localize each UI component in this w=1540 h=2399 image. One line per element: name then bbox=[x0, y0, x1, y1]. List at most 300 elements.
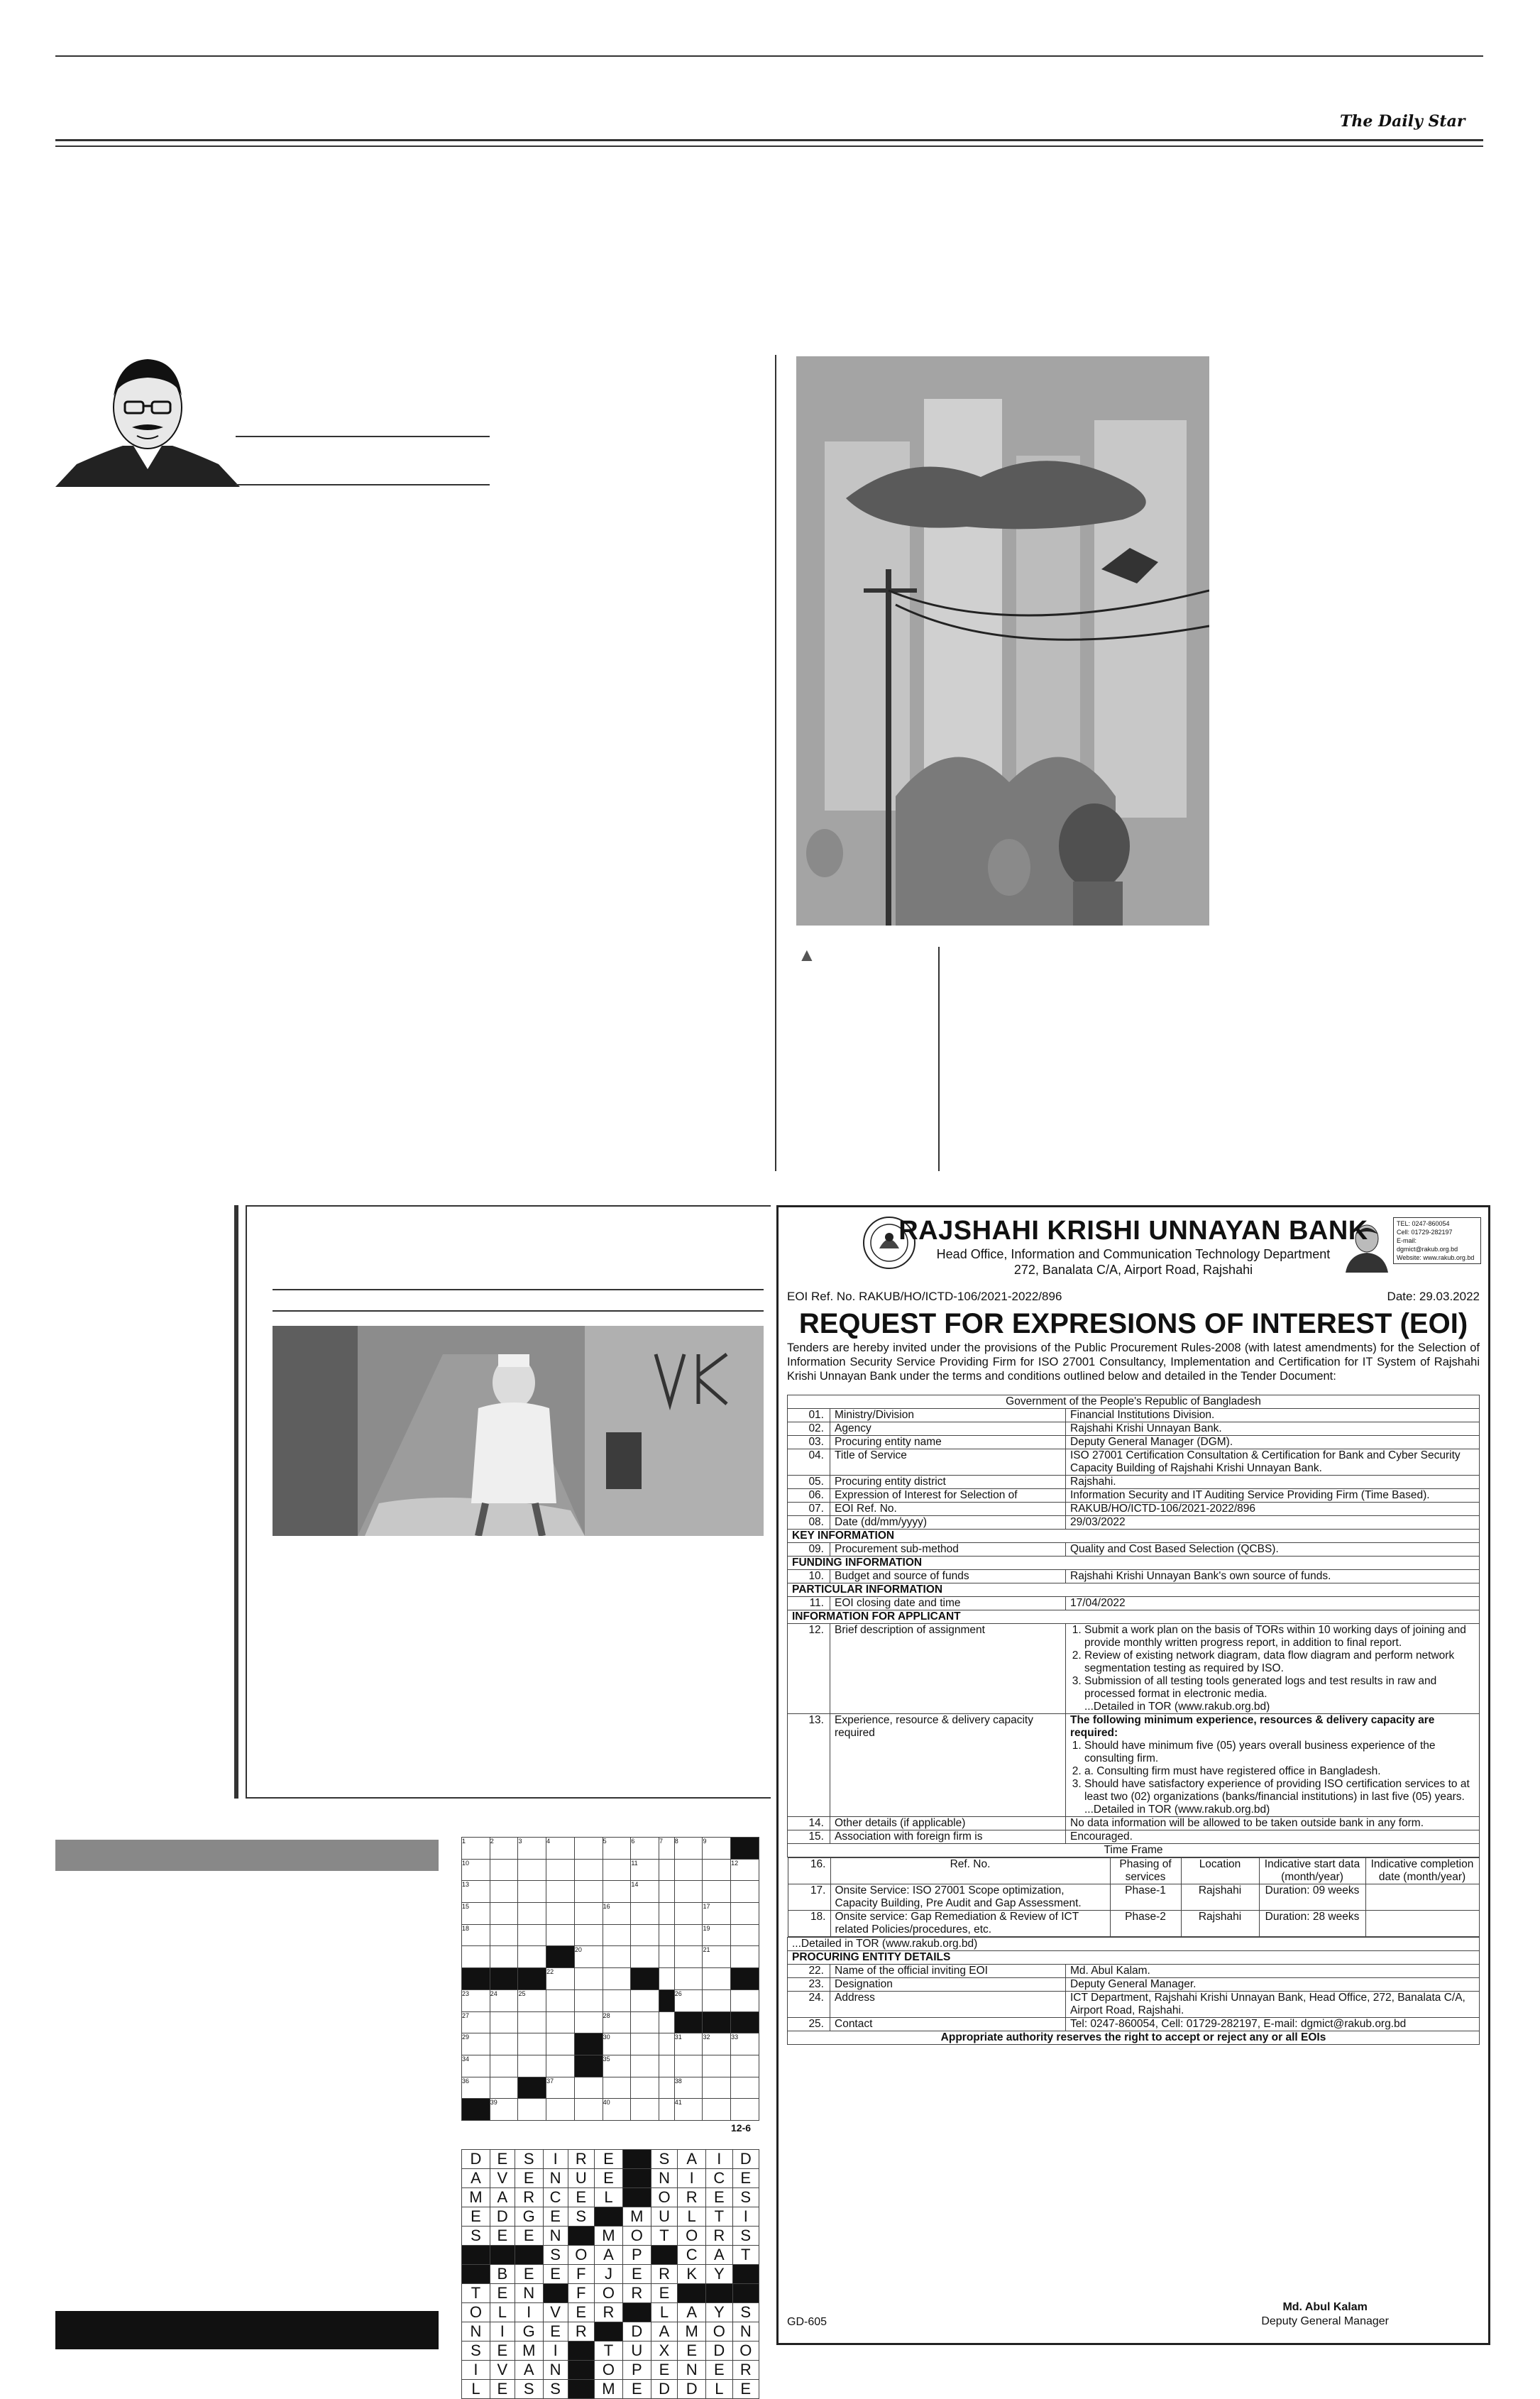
table-row bbox=[788, 1978, 1480, 1992]
crossword-cell: 3 bbox=[518, 1838, 546, 1860]
crossword-row bbox=[462, 2033, 759, 2055]
crossword-cell: 34 bbox=[462, 2055, 490, 2077]
solution-cell: E bbox=[515, 2227, 543, 2246]
section-key-information: KEY INFORMATION bbox=[788, 1530, 1480, 1543]
solution-cell: L bbox=[490, 2303, 515, 2322]
crossword-cell bbox=[659, 2033, 675, 2055]
solution-cell: P bbox=[622, 2246, 651, 2265]
box-photo-rule bbox=[273, 1310, 764, 1312]
crossword-cell: 23 bbox=[462, 1989, 490, 2011]
solution-cell: N bbox=[732, 2322, 759, 2342]
row-value: Md. Abul Kalam. bbox=[1066, 1965, 1480, 1978]
solution-cell: Y bbox=[706, 2303, 732, 2322]
table-row bbox=[788, 1436, 1480, 1449]
solution-cell: S bbox=[732, 2227, 759, 2246]
solution-cell: E bbox=[622, 2380, 651, 2399]
crossword-cell bbox=[546, 1989, 575, 2011]
solution-cell: O bbox=[678, 2227, 706, 2246]
table-row bbox=[788, 1543, 1480, 1557]
row-label: Experience, resource & delivery capacity required bbox=[830, 1714, 1066, 1817]
crossword-cell bbox=[574, 2077, 603, 2099]
table-row bbox=[788, 1817, 1480, 1830]
table-row bbox=[788, 1570, 1480, 1583]
solution-cell: E bbox=[594, 2150, 622, 2169]
footer-black-bar bbox=[55, 2311, 439, 2349]
solution-cell: P bbox=[622, 2361, 651, 2380]
crossword-cell bbox=[574, 1859, 603, 1881]
row-value: Information Security and IT Auditing Service Providing Firm (Time Based). bbox=[1066, 1489, 1480, 1503]
crossword-cell: 15 bbox=[462, 1903, 490, 1925]
solution-row bbox=[462, 2188, 759, 2207]
crossword-row bbox=[462, 2099, 759, 2121]
crossword-cell bbox=[603, 1924, 631, 1946]
solution-cell bbox=[732, 2265, 759, 2284]
signatory-title: Deputy General Manager bbox=[1261, 2315, 1389, 2327]
box-top-border bbox=[246, 1205, 771, 1207]
crossword-row bbox=[462, 1989, 759, 2011]
crossword-cell bbox=[546, 1946, 575, 1968]
list-item: 1. Submit a work plan on the basis of TORs within 10 working days of joining and provide monthly written progress report, in addition to final report. bbox=[1084, 1624, 1475, 1649]
col-start: Indicative start data (month/year) bbox=[1259, 1858, 1365, 1884]
solution-cell: O bbox=[568, 2246, 594, 2265]
solution-cell bbox=[622, 2150, 651, 2169]
solution-cell: N bbox=[543, 2169, 568, 2188]
solution-cell: T bbox=[651, 2227, 677, 2246]
solution-cell: S bbox=[732, 2303, 759, 2322]
tor-note: ...Detailed in TOR (www.rakub.org.bd) bbox=[1084, 1701, 1270, 1713]
solution-cell: R bbox=[594, 2303, 622, 2322]
crossword-cell bbox=[659, 1989, 675, 2011]
row-value bbox=[1066, 1624, 1480, 1714]
row-label: Association with foreign firm is bbox=[830, 1830, 1066, 1844]
list-item: 2. Review of existing network diagram, data flow diagram and perform network segmentation testing as required by ISO. bbox=[1084, 1649, 1475, 1675]
crossword-cell bbox=[674, 1859, 703, 1881]
solution-cell: V bbox=[490, 2169, 515, 2188]
table-row bbox=[788, 1503, 1480, 1516]
solution-cell: E bbox=[543, 2265, 568, 2284]
crossword-cell: 32 bbox=[703, 2033, 731, 2055]
crossword-cell bbox=[659, 2099, 675, 2121]
row-label: Title of Service bbox=[830, 1449, 1066, 1476]
solution-cell: F bbox=[568, 2265, 594, 2284]
crossword-cell bbox=[703, 2055, 731, 2077]
crossword-cell bbox=[518, 1946, 546, 1968]
crossword-cell: 22 bbox=[546, 1968, 575, 1990]
solution-cell bbox=[490, 2246, 515, 2265]
solution-cell bbox=[594, 2322, 622, 2342]
row-value: 29/03/2022 bbox=[1066, 1516, 1480, 1530]
row-number: 11. bbox=[788, 1597, 830, 1610]
crossword-cell bbox=[631, 2099, 659, 2121]
solution-cell: R bbox=[568, 2322, 594, 2342]
solution-cell: D bbox=[490, 2207, 515, 2227]
solution-cell: D bbox=[678, 2380, 706, 2399]
crossword-cell bbox=[574, 1989, 603, 2011]
solution-cell: S bbox=[515, 2380, 543, 2399]
crossword-row bbox=[462, 1859, 759, 1881]
columnist-portrait bbox=[55, 345, 240, 487]
eoi-title: REQUEST FOR EXPRESIONS OF INTEREST (EOI) bbox=[798, 1308, 1468, 1339]
gd-code: GD-605 bbox=[787, 2316, 827, 2328]
crossword-cell bbox=[674, 2011, 703, 2033]
time-frame-header bbox=[788, 1858, 1479, 1884]
solution-row bbox=[462, 2169, 759, 2188]
crossword-cell bbox=[574, 1903, 603, 1925]
row-value: Rajshahi Krishi Unnayan Bank. bbox=[1066, 1422, 1480, 1436]
row-label: EOI Ref. No. bbox=[830, 1503, 1066, 1516]
solution-cell: N bbox=[515, 2284, 543, 2303]
requirements-lead: The following minimum experience, resources & delivery capacity are required: bbox=[1070, 1714, 1435, 1739]
solution-cell bbox=[651, 2246, 677, 2265]
solution-row bbox=[462, 2380, 759, 2399]
solution-cell: V bbox=[490, 2361, 515, 2380]
crossword-cell bbox=[490, 1924, 518, 1946]
time-frame-table bbox=[788, 1857, 1480, 1937]
crossword-cell bbox=[703, 1989, 731, 2011]
crossword-cell bbox=[518, 1968, 546, 1990]
table-row bbox=[788, 1489, 1480, 1503]
row-value: 17/04/2022 bbox=[1066, 1597, 1480, 1610]
crossword-row bbox=[462, 2055, 759, 2077]
time-frame-row bbox=[788, 1911, 1479, 1937]
crossword-row bbox=[462, 1924, 759, 1946]
row-label: Name of the official inviting EOI bbox=[830, 1965, 1066, 1978]
solution-cell: S bbox=[543, 2246, 568, 2265]
solution-cell: E bbox=[490, 2284, 515, 2303]
solution-cell: T bbox=[706, 2207, 732, 2227]
crossword-cell bbox=[659, 2011, 675, 2033]
solution-cell: D bbox=[622, 2322, 651, 2342]
crossword-cell: 26 bbox=[674, 1989, 703, 2011]
crossword-cell bbox=[546, 1924, 575, 1946]
crossword-cell: 33 bbox=[731, 2033, 759, 2055]
solution-cell: S bbox=[462, 2227, 490, 2246]
crossword-cell bbox=[546, 1903, 575, 1925]
solution-cell: D bbox=[651, 2380, 677, 2399]
row-number: 15. bbox=[788, 1830, 830, 1844]
table-row bbox=[788, 1422, 1480, 1436]
solution-cell: L bbox=[594, 2188, 622, 2207]
top-rule bbox=[55, 55, 1483, 57]
caption-divider bbox=[938, 947, 940, 1171]
crossword-cell bbox=[490, 1881, 518, 1903]
row-label: Procurement sub-method bbox=[830, 1543, 1066, 1557]
table-row bbox=[788, 1624, 1480, 1714]
crossword-row bbox=[462, 1881, 759, 1903]
solution-cell: A bbox=[515, 2361, 543, 2380]
solution-row bbox=[462, 2207, 759, 2227]
row-number: 16. bbox=[788, 1858, 830, 1884]
solution-row bbox=[462, 2150, 759, 2169]
solution-cell: A bbox=[678, 2303, 706, 2322]
crossword-cell bbox=[703, 2011, 731, 2033]
table-row bbox=[788, 1965, 1480, 1978]
illustration-caption-marker: ▲ bbox=[798, 944, 816, 965]
solution-cell: D bbox=[706, 2342, 732, 2361]
row-label: Other details (if applicable) bbox=[830, 1817, 1066, 1830]
solution-cell: E bbox=[568, 2188, 594, 2207]
row-number: 01. bbox=[788, 1409, 830, 1422]
solution-cell: M bbox=[594, 2227, 622, 2246]
crossword-cell bbox=[731, 2055, 759, 2077]
crossword-cell bbox=[490, 2055, 518, 2077]
row-label: Agency bbox=[830, 1422, 1066, 1436]
crossword-cell bbox=[703, 2099, 731, 2121]
solution-row bbox=[462, 2227, 759, 2246]
crossword-cell bbox=[674, 1924, 703, 1946]
eoi-date: Date: 29.03.2022 bbox=[1387, 1290, 1480, 1303]
solution-cell: E bbox=[651, 2284, 677, 2303]
solution-cell: M bbox=[594, 2380, 622, 2399]
col-phasing: Phase-1 bbox=[1110, 1884, 1181, 1911]
solution-cell: N bbox=[543, 2227, 568, 2246]
solution-cell: I bbox=[706, 2150, 732, 2169]
solution-cell: A bbox=[490, 2188, 515, 2207]
solution-cell: I bbox=[462, 2361, 490, 2380]
solution-cell bbox=[622, 2188, 651, 2207]
crossword-cell bbox=[546, 1881, 575, 1903]
crossword-cell bbox=[546, 2033, 575, 2055]
crossword-cell bbox=[731, 2077, 759, 2099]
solution-row bbox=[462, 2284, 759, 2303]
crossword-cell bbox=[574, 2033, 603, 2055]
crossword-cell: 29 bbox=[462, 2033, 490, 2055]
crossword-cell: 12 bbox=[731, 1859, 759, 1881]
solution-cell: G bbox=[515, 2322, 543, 2342]
solution-cell: O bbox=[622, 2227, 651, 2246]
crossword-cell bbox=[518, 2077, 546, 2099]
col-location: Rajshahi bbox=[1181, 1884, 1259, 1911]
row-number: 02. bbox=[788, 1422, 830, 1436]
solution-cell: E bbox=[594, 2169, 622, 2188]
col-ref: Onsite service: Gap Remediation & Review of ICT related Policies/procedures, etc. bbox=[830, 1911, 1110, 1937]
crossword-cell bbox=[490, 1968, 518, 1990]
list-item: 1. Should have minimum five (05) years overall business experience of the consulting firm. bbox=[1084, 1740, 1475, 1765]
crossword-cell bbox=[631, 1989, 659, 2011]
crossword-cell bbox=[518, 2011, 546, 2033]
crossword-cell bbox=[603, 1859, 631, 1881]
col-start: Duration: 09 weeks bbox=[1259, 1884, 1365, 1911]
crossword-cell bbox=[703, 1859, 731, 1881]
row-number: 18. bbox=[788, 1911, 830, 1937]
solution-cell bbox=[543, 2284, 568, 2303]
row-number: 04. bbox=[788, 1449, 830, 1476]
solution-cell: E bbox=[732, 2380, 759, 2399]
crossword-cell bbox=[703, 2077, 731, 2099]
solution-cell: N bbox=[651, 2169, 677, 2188]
crossword-cell bbox=[490, 2033, 518, 2055]
col-ref: Ref. No. bbox=[830, 1858, 1110, 1884]
crossword-cell: 40 bbox=[603, 2099, 631, 2121]
crossword-cell bbox=[631, 2011, 659, 2033]
column-divider bbox=[775, 355, 776, 1171]
solution-cell: G bbox=[515, 2207, 543, 2227]
contact-cell: Cell: 01729-282197 bbox=[1397, 1229, 1453, 1236]
crossword-cell: 10 bbox=[462, 1859, 490, 1881]
solution-cell: E bbox=[490, 2380, 515, 2399]
crossword-cell bbox=[674, 1946, 703, 1968]
solution-cell: S bbox=[651, 2150, 677, 2169]
crossword-cell: 28 bbox=[603, 2011, 631, 2033]
col-start: Duration: 28 weeks bbox=[1259, 1911, 1365, 1937]
solution-cell: E bbox=[515, 2169, 543, 2188]
solution-cell bbox=[568, 2380, 594, 2399]
crossword-cell bbox=[631, 2033, 659, 2055]
crossword-puzzle-id: 12-6 bbox=[731, 2122, 752, 2134]
solution-cell: L bbox=[678, 2207, 706, 2227]
row-value: Quality and Cost Based Selection (QCBS). bbox=[1066, 1543, 1480, 1557]
table-row bbox=[788, 1516, 1480, 1530]
crossword-cell: 8 bbox=[674, 1838, 703, 1860]
crossword-cell bbox=[731, 1968, 759, 1990]
crossword-cell bbox=[518, 1881, 546, 1903]
row-label: Brief description of assignment bbox=[830, 1624, 1066, 1714]
crossword-cell: 17 bbox=[703, 1903, 731, 1925]
crossword-cell: 7 bbox=[659, 1838, 675, 1860]
solution-cell: E bbox=[490, 2227, 515, 2246]
row-label: EOI closing date and time bbox=[830, 1597, 1066, 1610]
solution-cell: T bbox=[462, 2284, 490, 2303]
solution-cell: A bbox=[706, 2246, 732, 2265]
contact-email: E-mail: dgmict@rakub.org.bd bbox=[1397, 1237, 1458, 1253]
crossword-cell bbox=[731, 1881, 759, 1903]
crossword-cell bbox=[631, 1968, 659, 1990]
time-frame-table-row bbox=[788, 1857, 1480, 1938]
list-item: 3. Should have satisfactory experience of providing ISO certification services to at least two (02) organizations (banks/financial institutions) in last five (05) years. bbox=[1084, 1778, 1475, 1804]
tor-note: ...Detailed in TOR (www.rakub.org.bd) bbox=[1084, 1804, 1270, 1816]
solution-cell: L bbox=[706, 2380, 732, 2399]
solution-cell: L bbox=[462, 2380, 490, 2399]
byline-rule-1 bbox=[236, 436, 490, 437]
crossword-cell bbox=[674, 2055, 703, 2077]
row-label: Procuring entity district bbox=[830, 1476, 1066, 1489]
solution-cell: E bbox=[543, 2322, 568, 2342]
crossword-cell: 16 bbox=[603, 1903, 631, 1925]
row-number: 05. bbox=[788, 1476, 830, 1489]
crossword-cell bbox=[631, 2055, 659, 2077]
row-label: Expression of Interest for Selection of bbox=[830, 1489, 1066, 1503]
box-left-thick-border bbox=[234, 1205, 238, 1799]
crossword-cell bbox=[462, 1968, 490, 1990]
solution-cell: E bbox=[678, 2342, 706, 2361]
authority-note: Appropriate authority reserves the right to accept or reject any or all EOIs bbox=[788, 2031, 1480, 2045]
solution-cell: N bbox=[543, 2361, 568, 2380]
solution-cell: A bbox=[651, 2322, 677, 2342]
col-completion bbox=[1365, 1911, 1479, 1937]
row-value: Rajshahi. bbox=[1066, 1476, 1480, 1489]
section-particular-information: PARTICULAR INFORMATION bbox=[788, 1583, 1480, 1597]
crossword-cell bbox=[518, 2099, 546, 2121]
solution-cell bbox=[568, 2361, 594, 2380]
eoi-table bbox=[787, 1395, 1480, 2045]
solution-cell bbox=[462, 2246, 490, 2265]
crossword-cell bbox=[574, 1881, 603, 1903]
row-value: Financial Institutions Division. bbox=[1066, 1409, 1480, 1422]
solution-cell: O bbox=[651, 2188, 677, 2207]
solution-row bbox=[462, 2246, 759, 2265]
row-label: Address bbox=[830, 1992, 1066, 2018]
list-item: 2. a. Consulting firm must have registered office in Bangladesh. bbox=[1084, 1765, 1475, 1778]
solution-cell: I bbox=[543, 2342, 568, 2361]
solution-cell: U bbox=[651, 2207, 677, 2227]
solution-cell: M bbox=[678, 2322, 706, 2342]
solution-cell: R bbox=[622, 2284, 651, 2303]
masthead-logo: The Daily Star bbox=[1340, 112, 1465, 131]
col-location: Rajshahi bbox=[1181, 1911, 1259, 1937]
row-number: 03. bbox=[788, 1436, 830, 1449]
solution-cell: M bbox=[622, 2207, 651, 2227]
solution-cell: E bbox=[732, 2169, 759, 2188]
crossword-row bbox=[462, 2011, 759, 2033]
eoi-intro: Tenders are hereby invited under the provisions of the Public Procurement Rules-2008 (with latest amendments) for the Selection of Information Security Service Providing Firm for ISO 27001 Consultancy, Implementation and Certification for IT System of Rajshahi Krishi Unnayan Bank under the terms and conditions outlined below and detailed in the Tender Document: bbox=[787, 1341, 1480, 1383]
solution-cell: E bbox=[706, 2361, 732, 2380]
crossword-cell bbox=[574, 2099, 603, 2121]
row-value bbox=[1066, 1714, 1480, 1817]
table-row bbox=[788, 1830, 1480, 1844]
solution-cell: M bbox=[462, 2188, 490, 2207]
row-value: Deputy General Manager (DGM). bbox=[1066, 1436, 1480, 1449]
solution-cell: C bbox=[678, 2246, 706, 2265]
crossword-cell bbox=[546, 2099, 575, 2121]
crossword-cell bbox=[490, 1946, 518, 1968]
crossword-cell: 38 bbox=[674, 2077, 703, 2099]
solution-cell: U bbox=[568, 2169, 594, 2188]
solution-cell: R bbox=[568, 2150, 594, 2169]
crossword-cell bbox=[659, 1903, 675, 1925]
solution-cell: O bbox=[462, 2303, 490, 2322]
row-number: 09. bbox=[788, 1543, 830, 1557]
solution-cell bbox=[678, 2284, 706, 2303]
solution-cell bbox=[706, 2284, 732, 2303]
crossword-cell bbox=[674, 1968, 703, 1990]
crossword-cell bbox=[731, 1924, 759, 1946]
solution-cell bbox=[622, 2303, 651, 2322]
solution-row bbox=[462, 2265, 759, 2284]
eoi-advertisement bbox=[776, 1205, 1490, 2345]
eoi-ref-number: EOI Ref. No. RAKUB/HO/ICTD-106/2021-2022/896 bbox=[787, 1290, 1062, 1303]
crossword-row bbox=[462, 1946, 759, 1968]
crossword-cell: 4 bbox=[546, 1838, 575, 1860]
solution-cell: E bbox=[515, 2265, 543, 2284]
solution-row bbox=[462, 2303, 759, 2322]
crossword-cell bbox=[659, 2055, 675, 2077]
table-row bbox=[788, 1449, 1480, 1476]
crossword-cell: 39 bbox=[490, 2099, 518, 2121]
solution-cell: S bbox=[462, 2342, 490, 2361]
solution-cell: S bbox=[732, 2188, 759, 2207]
row-number: 08. bbox=[788, 1516, 830, 1530]
crossword-cell: 2 bbox=[490, 1838, 518, 1860]
solution-cell: E bbox=[706, 2188, 732, 2207]
row-number: 25. bbox=[788, 2018, 830, 2031]
row-number: 06. bbox=[788, 1489, 830, 1503]
crossword-cell bbox=[731, 1838, 759, 1860]
solution-cell: R bbox=[732, 2361, 759, 2380]
time-frame-row bbox=[788, 1884, 1479, 1911]
bank-name: RAJSHAHI KRISHI UNNAYAN BANK bbox=[898, 1216, 1368, 1246]
solution-cell: E bbox=[568, 2303, 594, 2322]
solution-cell: E bbox=[622, 2265, 651, 2284]
row-value: Deputy General Manager. bbox=[1066, 1978, 1480, 1992]
row-value: No data information will be allowed to be taken outside bank in any form. bbox=[1066, 1817, 1480, 1830]
col-phasing: Phasing of services bbox=[1110, 1858, 1181, 1884]
solution-cell: I bbox=[490, 2322, 515, 2342]
govt-heading: Government of the People's Republic of Bangladesh bbox=[788, 1395, 1480, 1409]
crossword-row bbox=[462, 1968, 759, 1990]
box-headline-rule bbox=[273, 1289, 764, 1290]
crossword-cell bbox=[659, 1881, 675, 1903]
crossword-cell bbox=[603, 1881, 631, 1903]
